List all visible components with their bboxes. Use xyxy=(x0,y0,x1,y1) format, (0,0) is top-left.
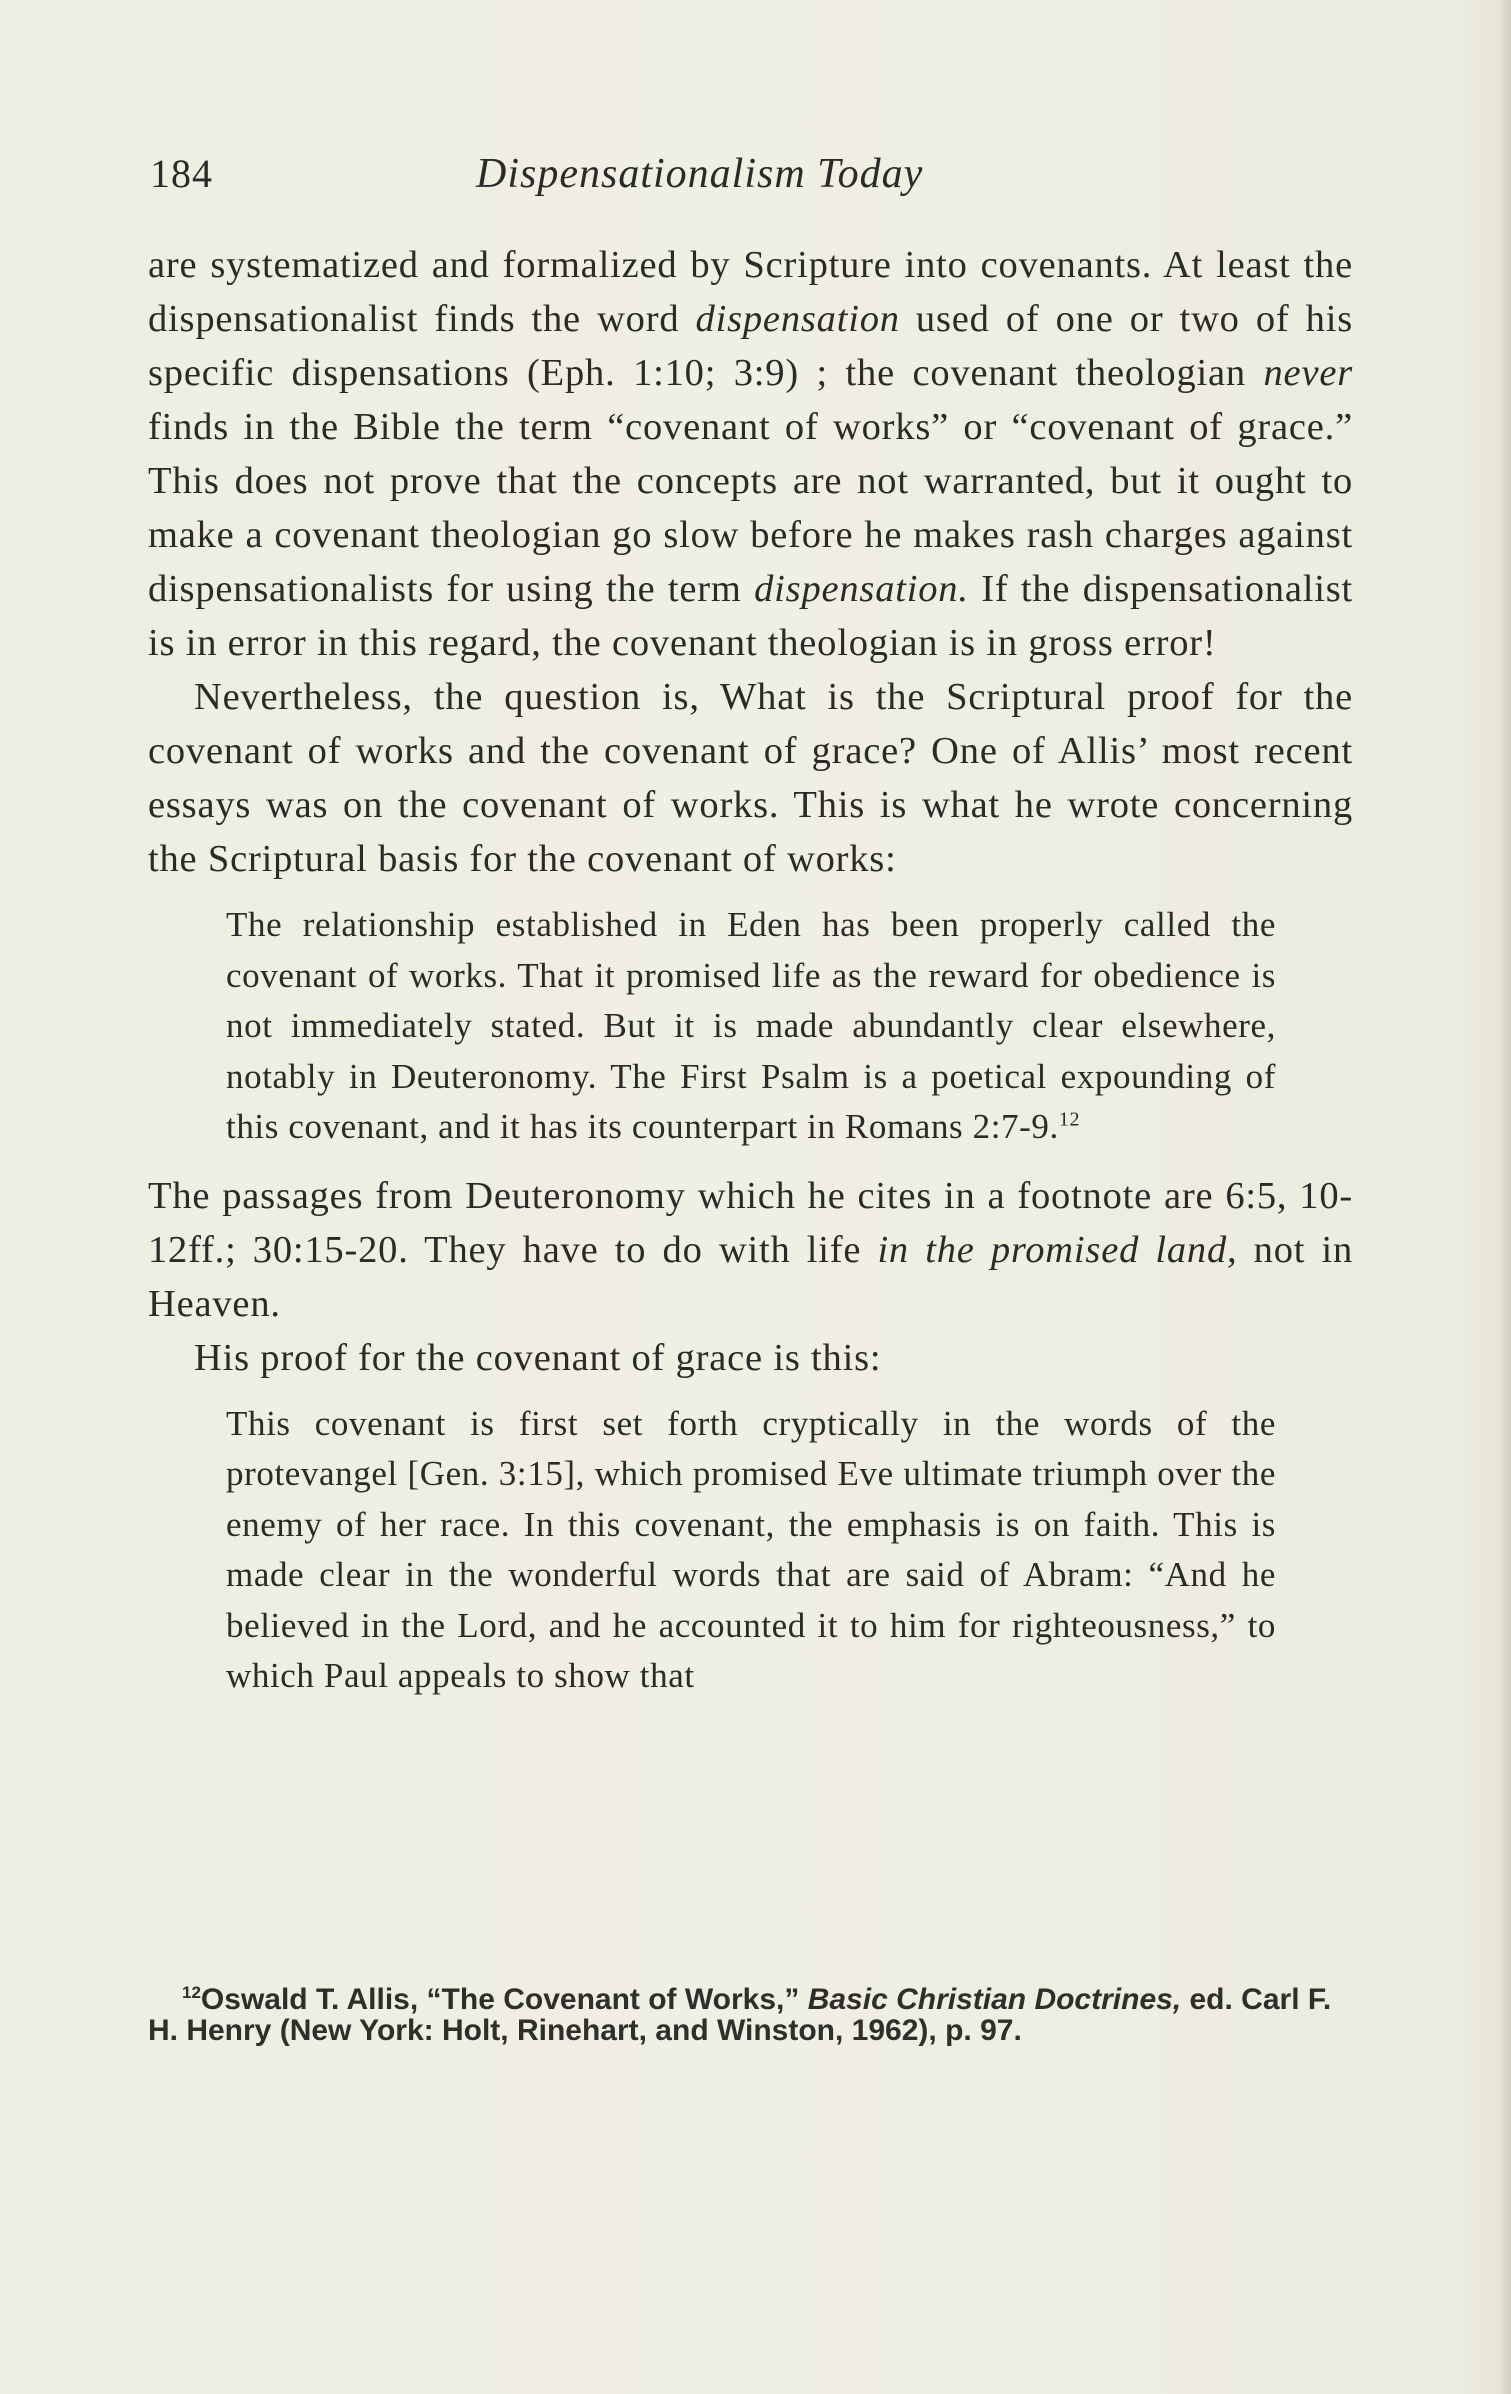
footnote-number: 12 xyxy=(182,1983,201,2002)
page-header xyxy=(150,150,1350,210)
emphasis-promised-land: in the promised land, xyxy=(877,1228,1238,1271)
emphasis-dispensation: dispensation xyxy=(695,298,900,340)
running-title: Dispensationalism Today xyxy=(476,151,924,197)
page-edge-shadow xyxy=(1499,0,1511,2394)
paragraph-4: His proof for the covenant of grace is this: xyxy=(194,1336,882,1379)
footnote-book-title: Basic Christian Doctrines, xyxy=(807,1983,1182,2016)
paragraph-3: The passages from Deuteronomy which he cites in a footnote are 6:5, 10-12ff.; 30:15-20. They have to do with life in the promised land, not in Heaven. xyxy=(148,1174,1353,1325)
emphasis-never: never xyxy=(1263,352,1353,394)
block-quote-covenant-of-grace: This covenant is first set forth cryptically in the words of the protevangel [Gen. 3:15], which promised Eve ultimate triumph over the enemy of her race. In this covenant, the emphasis is on faith. This is made clear in the wonderful words that are said of Abram: “And he believed in the Lord, and he accounted it to him for righteousness,” to which Paul appeals to show that xyxy=(226,1403,1276,1695)
block-quote-covenant-of-works: The relationship established in Eden has been properly called the covenant of works. That it promised life as the reward for obedience is not immediately stated. But it is made abundantly clear elsewhere, notably in Deuteronomy. The First Psalm is a poetical expounding of this covenant, and it has its counterpart in Romans 2:7-9.12 xyxy=(226,905,1276,1146)
emphasis-dispensation-2: dispensation. xyxy=(754,568,969,610)
body-text xyxy=(148,238,1353,1718)
footnote-reference: 12 xyxy=(1058,1108,1081,1131)
paragraph-1: are systematized and formalized by Scripture into covenants. At least the dispensationalist finds the word dispensation used of one or two of his specific dispensations (Eph. 1:10; 3:9) ; the covenant theologian never finds in the Bible the term “covenant of works” or “covenant of grace.” This does not prove that the concepts are not warranted, but it ought to make a covenant theologian go slow before he makes rash charges against dispensationalists for using the term dispensation. If the dispensationalist is in error in this regard, the covenant theologian is in gross error! xyxy=(148,244,1353,664)
page-number: 184 xyxy=(150,151,213,196)
paragraph-2: Nevertheless, the question is, What is the Scriptural proof for the covenant of works and the covenant of grace? One of Allis’ most recent essays was on the covenant of works. This is what he wrote concerning the Scriptural basis for the covenant of works: xyxy=(148,676,1353,880)
footnote: $^{12}$Oswald T. Allis, “The Covenant of Works,” Basic Christian Doctrines, ed. Carl F. H. Henry (New York: Holt, Rinehart, and Winston, 1962), p. 97. xyxy=(148,1983,1332,2047)
